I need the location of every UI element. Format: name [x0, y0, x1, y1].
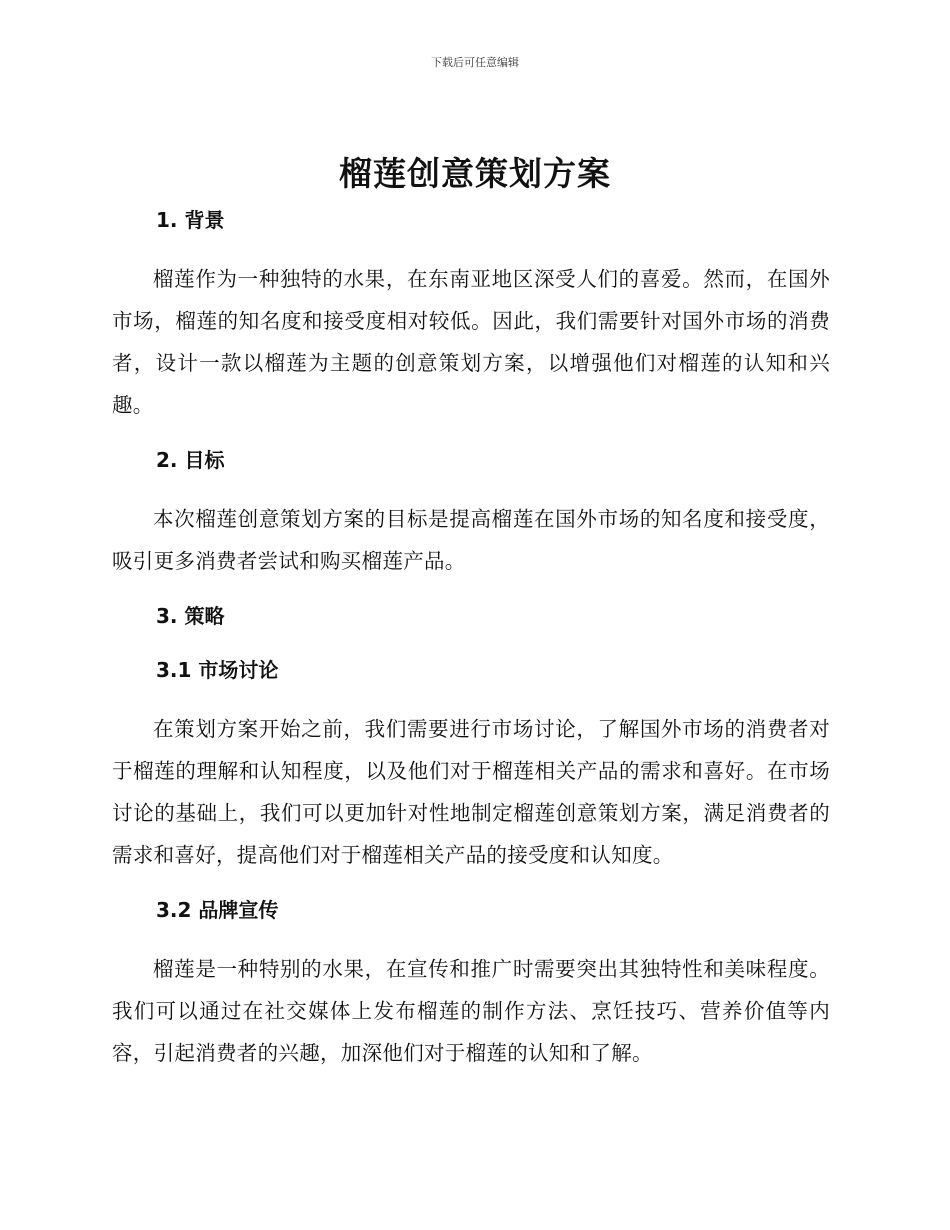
section-paragraph-goal: 本次榴莲创意策划方案的目标是提高榴莲在国外市场的知名度和接受度，吸引更多消费者尝试和购买榴莲产品。: [112, 507, 830, 573]
section-heading-brand-promotion: 3.2 品牌宣传: [156, 898, 279, 922]
section-heading-market-research: 3.1 市场讨论: [156, 658, 279, 682]
page-header-note: 下载后可任意编辑: [431, 56, 519, 69]
section-heading-goal: 2. 目标: [156, 448, 225, 472]
section-paragraph-background: 榴莲作为一种独特的水果，在东南亚地区深受人们的喜爱。然而，在国外市场，榴莲的知名度和接受度相对较低。因此，我们需要针对国外市场的消费者，设计一款以榴莲为主题的创意策划方案，以增强他们对榴莲的认知和兴趣。: [112, 267, 830, 417]
document-body: [112, 200, 830, 1074]
section-heading-strategy: 3. 策略: [156, 604, 225, 628]
section-paragraph-market-research: 在策划方案开始之前，我们需要进行市场讨论，了解国外市场的消费者对于榴莲的理解和认知程度，以及他们对于榴莲相关产品的需求和喜好。在市场讨论的基础上，我们可以更加针对性地制定榴莲创意策划方案，满足消费者的需求和喜好，提高他们对于榴莲相关产品的接受度和认知度。: [112, 717, 830, 867]
section-paragraph-brand-promotion: 榴莲是一种特别的水果，在宣传和推广时需要突出其独特性和美味程度。我们可以通过在社交媒体上发布榴莲的制作方法、烹饪技巧、营养价值等内容，引起消费者的兴趣，加深他们对于榴莲的认知和了解。: [112, 957, 830, 1065]
section-heading-background: 1. 背景: [156, 208, 225, 232]
document-title: 榴莲创意策划方案: [339, 154, 611, 193]
